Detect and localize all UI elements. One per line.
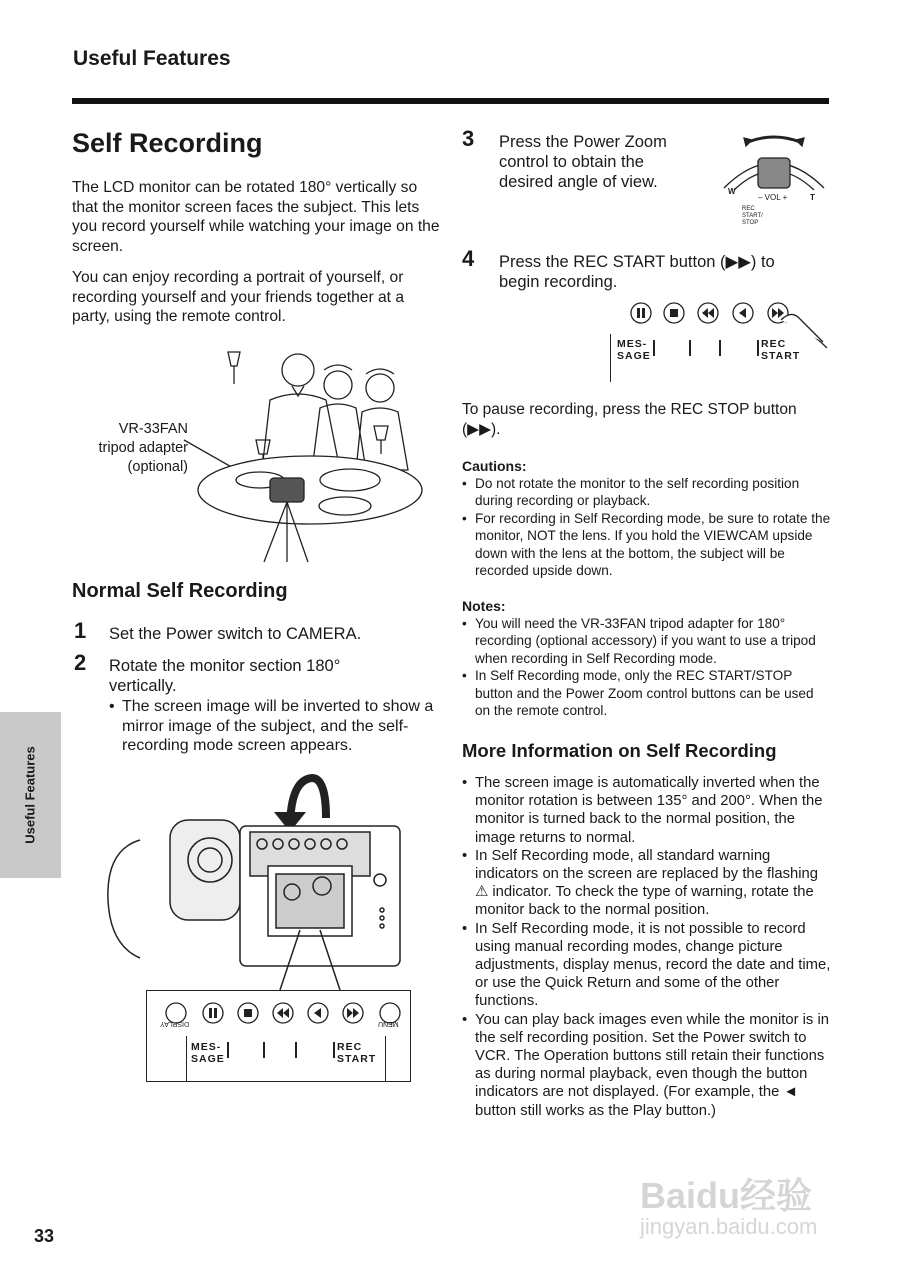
rec-strip-start-label: REC START xyxy=(761,338,801,362)
party-illustration xyxy=(180,330,440,565)
side-tab-label: Useful Features xyxy=(22,746,38,844)
intro-paragraph-2: You can enjoy recording a portrait of yourself, or recording yourself and your friends together at a party, using the remote control. xyxy=(72,269,404,326)
step-3-text: Press the Power Zoom control to obtain the desired angle of view. xyxy=(499,133,667,191)
step-4-text: Press the REC START button (▶▶) to begin recording. xyxy=(499,253,775,291)
intro-paragraph-1: The LCD monitor can be rotated 180° vertically so that the monitor screen faces the subject. This lets you record yourself while watching your image on the screen. xyxy=(72,179,440,255)
notes-list xyxy=(462,615,832,719)
more-info-list xyxy=(462,774,832,1120)
more-info-item: • In Self Recording mode, it is not possible to record using manual recording modes, change picture adjustments, display menus, record the date and time, or use the Quick Return and some of the other functions. xyxy=(462,920,832,1011)
normal-self-recording-title: Normal Self Recording xyxy=(72,580,288,602)
menu-button-label: MENU xyxy=(378,1020,399,1027)
caution-item: • For recording in Self Recording mode, be sure to rotate the monitor, NOT the lens. If you hold the VIEWCAM upside down with the lens at the bottom, the subject will be recorded upside down. xyxy=(462,510,832,580)
watermark-url: jingyan.baidu.com xyxy=(640,1214,818,1239)
vol-label: – VOL + xyxy=(758,193,788,202)
cautions-list xyxy=(462,475,832,579)
step-3-number: 3 xyxy=(462,126,475,151)
more-info-item: • The screen image is automatically inverted when the monitor rotation is between 135° and 200°. When the monitor is turned back to the normal position, the image returns to normal. xyxy=(462,774,832,847)
display-button-label: DISPLAY xyxy=(160,1020,190,1027)
header-rule xyxy=(72,98,829,104)
more-info-title: More Information on Self Recording xyxy=(462,740,777,761)
power-zoom-illustration xyxy=(718,128,830,228)
camera-indicator-strip xyxy=(186,1036,386,1082)
camera-illustration xyxy=(100,770,420,990)
page-number: 33 xyxy=(34,1226,55,1246)
message-indicator-label: MES- SAGE xyxy=(191,1041,225,1065)
step-2-text: Rotate the monitor section 180° vertically. xyxy=(109,657,341,695)
note-item: • You will need the VR-33FAN tripod adapter for 180° recording (optional accessory) if you want to use a tripod when recording in Self Recording mode. xyxy=(462,615,832,667)
notes-title: Notes: xyxy=(462,598,506,614)
watermark-brand: Baidu经验 xyxy=(640,1175,813,1216)
step-1-number: 1 xyxy=(74,618,87,643)
step-2-bullet: • The screen image will be inverted to show a mirror image of the subject, and the self-recording mode screen appears. xyxy=(109,697,441,756)
rec-indicator-strip xyxy=(610,334,810,382)
page-header-title: Useful Features xyxy=(73,47,231,70)
note-item: • In Self Recording mode, only the REC START/STOP button and the Power Zoom control buttons can be used on the remote control. xyxy=(462,667,832,719)
step-2-number: 2 xyxy=(74,650,87,675)
step-1-text: Set the Power switch to CAMERA. xyxy=(109,625,362,643)
step-2-bullets xyxy=(109,697,441,756)
zoom-w-label: W xyxy=(728,187,736,196)
cautions-title: Cautions: xyxy=(462,458,527,474)
more-info-item: • You can play back images even while the monitor is in the self recording position. Set the Power switch to VCR. The Operation buttons still retain their functions as during normal playback, even though the button indicators are not displayed. (For example, the ◄ button still works as the Play button.) xyxy=(462,1011,832,1120)
more-info-item: • In Self Recording mode, all standard warning indicators on the screen are replaced by the flashing ⚠ indicator. To check the type of warning, rotate the monitor back to the normal position. xyxy=(462,847,832,920)
rec-start-indicator-label: REC START xyxy=(337,1041,377,1065)
side-tab xyxy=(0,712,61,878)
zoom-t-label: T xyxy=(810,193,815,202)
rec-start-stop-label: REC START/ STOP xyxy=(742,206,763,226)
pause-instruction: To pause recording, press the REC STOP button (▶▶). xyxy=(462,401,797,438)
step-4-number: 4 xyxy=(462,246,475,271)
rec-strip-message-label: MES- SAGE xyxy=(617,338,651,362)
camera-panel-buttons xyxy=(146,990,411,1040)
caution-item: • Do not rotate the monitor to the self recording position during recording or playback. xyxy=(462,475,832,510)
section-title: Self Recording xyxy=(72,128,263,158)
tripod-adapter-label: VR-33FAN tripod adapter (optional) xyxy=(98,421,188,475)
